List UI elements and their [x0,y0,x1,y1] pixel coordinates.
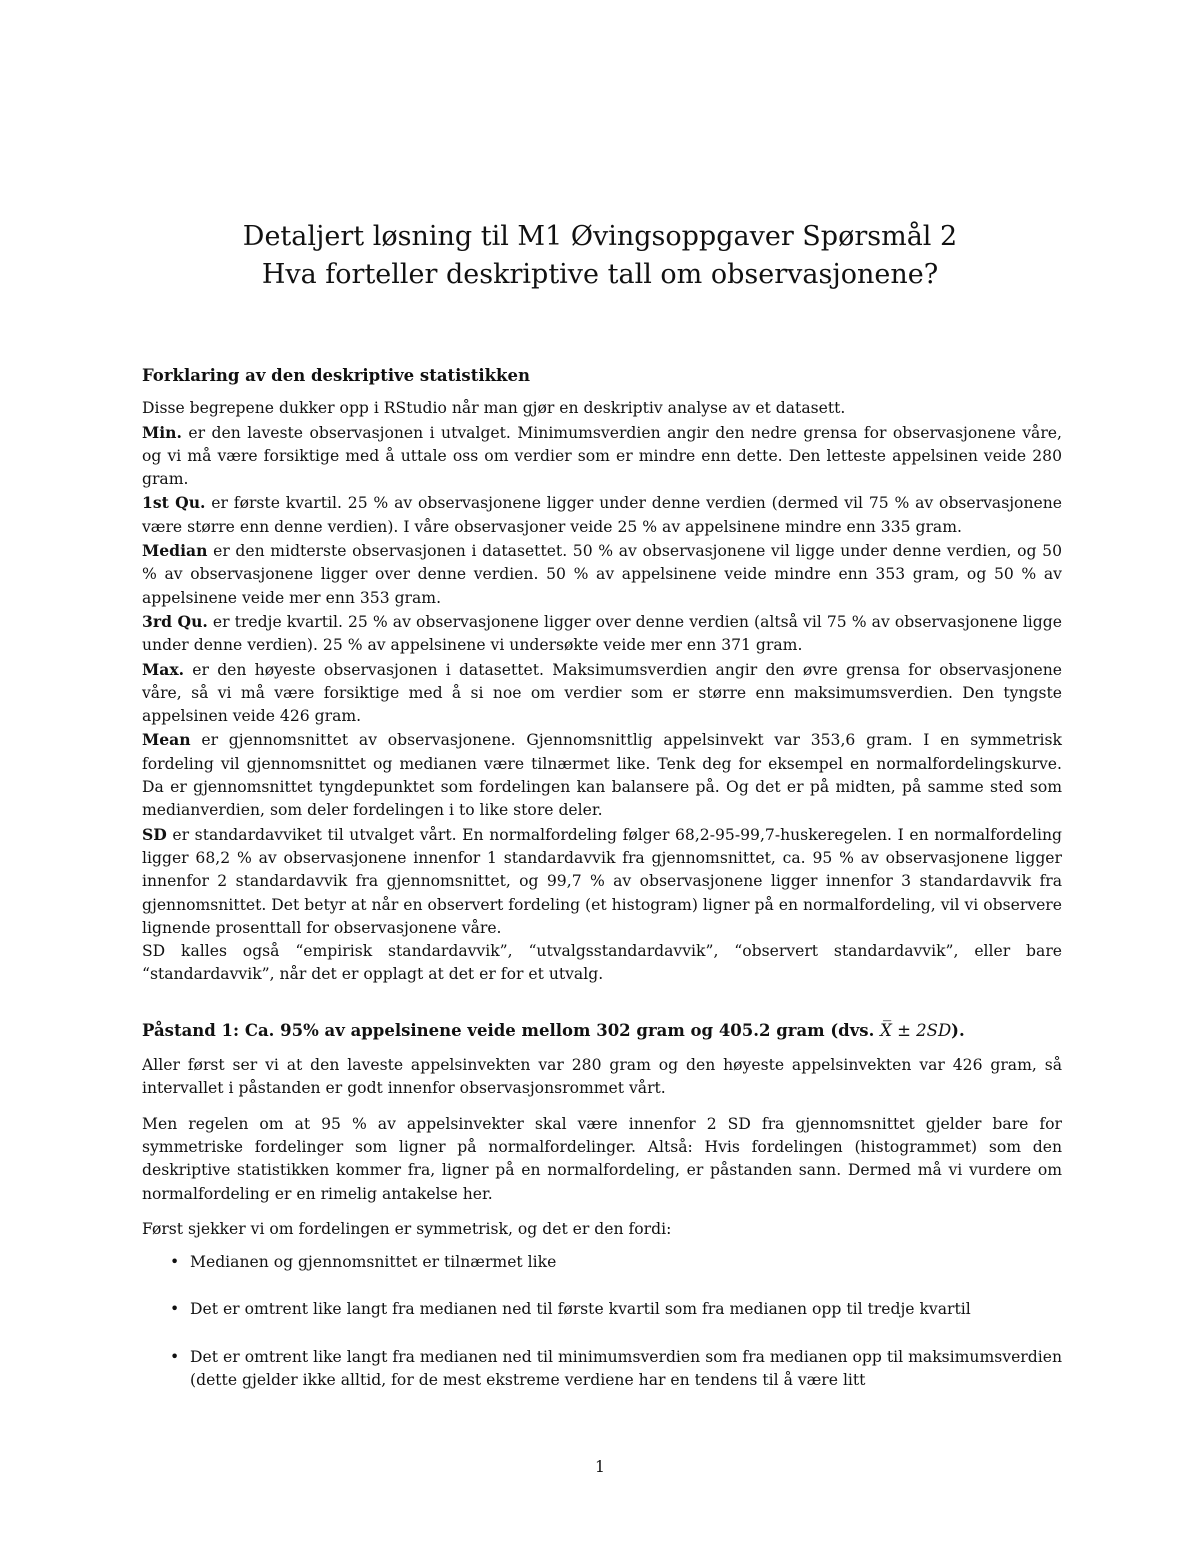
list-item-text: Medianen og gjennomsnittet er tilnærmet like [190,1253,557,1272]
intro-paragraph: Disse begrepene dukker opp i RStudio når man gjør en deskriptiv analyse av et datasett. [142,399,846,418]
term-label: Min. [142,422,182,442]
term-definition-sd [142,823,1062,940]
claim-formula: X̅ ± 2SD [880,1020,952,1040]
term-definition-mean [142,728,1062,822]
term-text: er den midterste observasjonen i datasettet. 50 % av observasjonene vil ligge under denne verdien, og 50 % av observasjonene ligger over denne verdien. 50 % av appelsinene veide mindre enn 353 gram, og 50 % av appelsinene veide mer enn 353 gram. [142,542,1062,607]
term-text: er gjennomsnittet av observasjonene. Gjennomsnittlig appelsinvekt var 353,6 gram. I en symmetrisk fordeling vil gjennomsnittet og medianen være tilnærmet like. Tenk deg for eksempel en normalfordelingskurve. Da er gjennomsnittet tyngdepunktet som fordelingen kan balansere på. Og det er på midten, på samme sted som medianverdien, som deler fordelingen i to like store deler. [142,731,1062,820]
page-number: 1 [595,1458,605,1476]
claim-close: ). [951,1020,965,1040]
term-label: 1st Qu. [142,493,206,513]
list-item [170,1251,1062,1274]
term-label: Median [142,541,208,561]
term-definition-min [142,421,1062,492]
list-item [170,1346,1062,1393]
term-definition-median [142,539,1062,610]
title-line-1: Detaljert løsning til M1 Øvingsoppgaver Spørsmål 2 [242,221,958,252]
document-body [142,364,1062,1416]
sd-note: SD kalles også “empirisk standardavvik”, “utvalgsstandardavvik”, “observert standardavvik”, eller bare “standardavvik”, når det er opplagt at det er for et utvalg. [142,942,1062,984]
term-definition-1st-qu [142,491,1062,539]
title-line-2: Hva forteller deskriptive tall om observasjonene? [261,259,939,290]
body-paragraph-2: Men regelen om at 95 % av appelsinvekter skal være innenfor 2 SD fra gjennomsnittet gjelder bare for symmetriske fordelinger som ligner på normalfordelinger. Altså: Hvis fordelingen (histogrammet) som den deskriptive statistikken kommer fra, ligner på en normalfordeling, er påstanden sann. Dermed må vi vurdere om normalfordeling er en rimelig antakelse her. [142,1114,1062,1203]
symmetry-checklist [142,1251,1062,1392]
term-definition-max [142,658,1062,729]
body-paragraph-1: Aller først ser vi at den laveste appelsinvekten var 280 gram og den høyeste appelsinvekten var 426 gram, så intervallet i påstanden er godt innenfor observasjonsrommet vårt. [142,1056,1062,1098]
claim-heading [142,1019,1062,1042]
term-label: 3rd Qu. [142,611,208,631]
list-item [170,1298,1062,1321]
claim-text: Påstand 1: Ca. 95% av appelsinene veide mellom 302 gram og 405.2 gram (dvs. [142,1020,881,1040]
section-heading: Forklaring av den deskriptive statistikken [142,366,530,385]
document-title [0,218,1200,294]
term-text: er tredje kvartil. 25 % av observasjonene ligger over denne verdien (altså vil 75 % av observasjonene ligge under denne verdien). 25 % av appelsinene vi undersøkte veide mer enn 371 gram. [142,612,1062,655]
term-text: er standardavviket til utvalget vårt. En normalfordeling følger 68,2-95-99,7-huskeregelen. I en normalfordeling ligger 68,2 % av observasjonene innenfor 1 standardavvik fra gjennomsnittet, ca. 95 % av observasjonene ligger innenfor 2 standardavvik fra gjennomsnittet, og 99,7 % av observasjonene ligger innenfor 3 standardavvik fra gjennomsnittet. Det betyr at når en observert fordeling (et histogram) ligner på en normalfordeling, vil vi observere lignende prosenttall for observasjonene våre. [142,825,1062,937]
term-label: SD [142,824,167,844]
term-text: er den laveste observasjonen i utvalget. Minimumsverdien angir den nedre grensa for observasjonene våre, og vi må være forsiktige med å uttale oss om verdier som er mindre enn dette. Den letteste appelsinen veide 280 gram. [142,423,1062,489]
bullet-icon: • [170,1300,180,1319]
term-text: er første kvartil. 25 % av observasjonene ligger under denne verdien (dermed vil 75 % av observasjonene være større enn denne verdien). I våre observasjoner veide 25 % av appelsinene mindre enn 335 gram. [142,494,1062,536]
list-item-text: Det er omtrent like langt fra medianen ned til minimumsverdien som fra medianen opp til maksimumsverdien (dette gjelder ikke alltid, for de mest ekstreme verdiene har en tendens til å være litt [190,1347,1062,1389]
term-label: Mean [142,730,191,750]
bullet-icon: • [170,1253,180,1272]
bullet-icon: • [170,1347,180,1366]
term-label: Max. [142,659,185,679]
term-text: er den høyeste observasjonen i datasettet. Maksimumsverdien angir den øvre grensa for observasjonene våre, så vi må være forsiktige med å si noe om verdier som er større enn maksimumsverdien. Den tyngste appelsinen veide 426 gram. [142,660,1062,726]
term-definition-3rd-qu [142,610,1062,658]
list-item-text: Det er omtrent like langt fra medianen ned til første kvartil som fra medianen opp til tredje kvartil [190,1300,971,1319]
body-paragraph-3: Først sjekker vi om fordelingen er symmetrisk, og det er den fordi: [142,1219,672,1238]
